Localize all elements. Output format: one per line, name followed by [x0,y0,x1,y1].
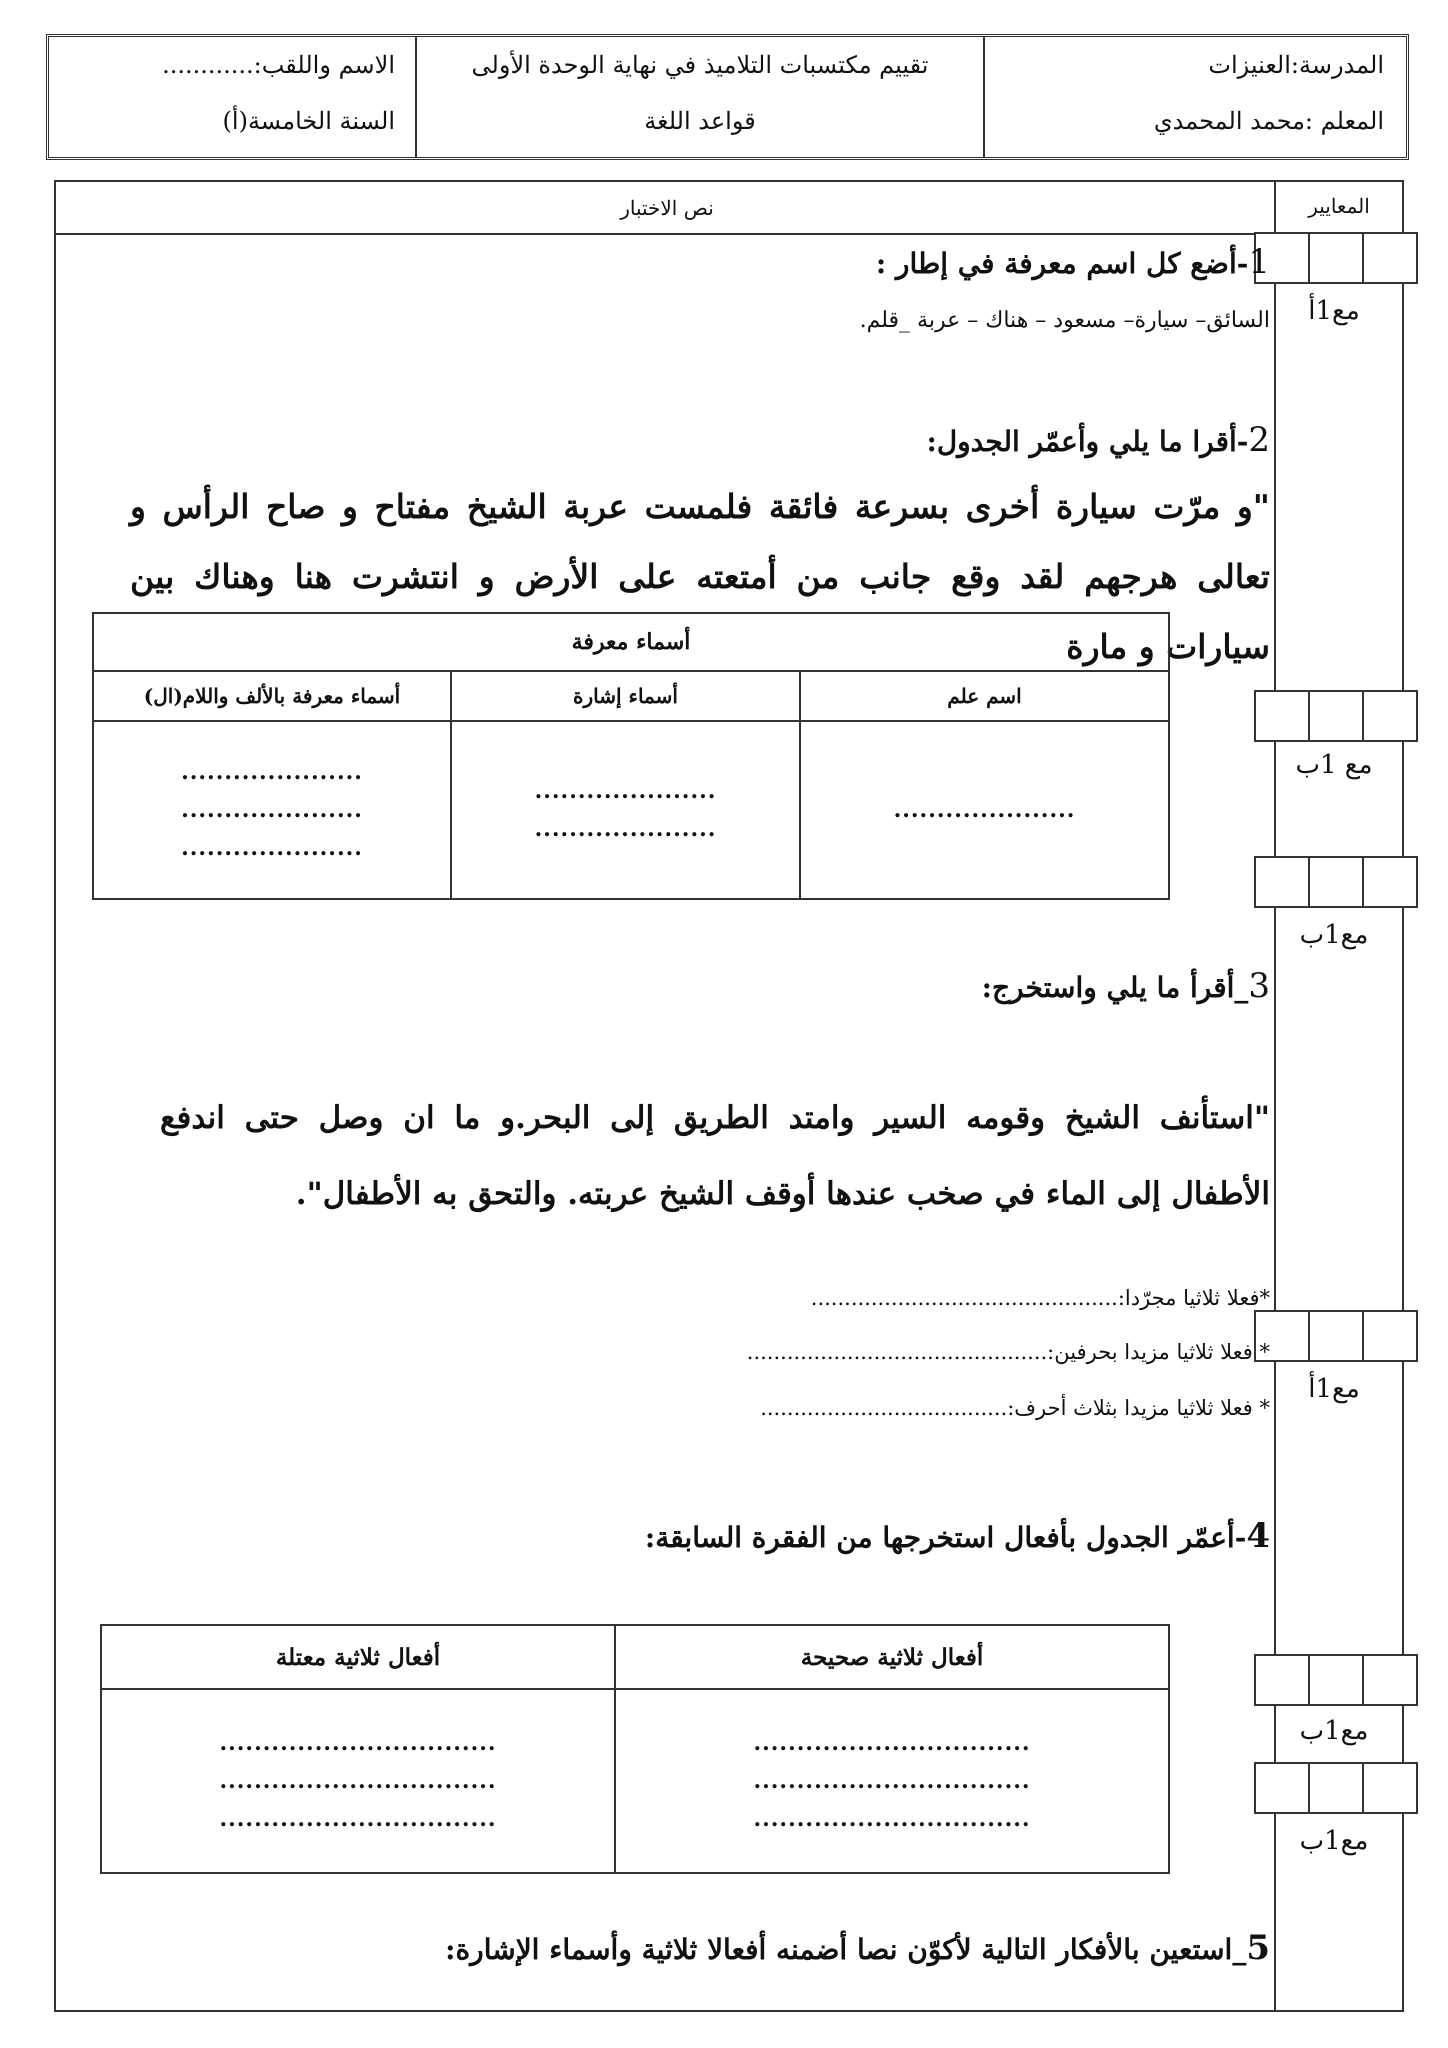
score-boxes[interactable] [1254,232,1418,284]
score-boxes[interactable] [1254,856,1418,908]
q4-answer-cell[interactable]: ................................ ................................ ................................ [615,1689,1169,1873]
q2-answer-cell[interactable]: ..................... ..................... [451,721,800,899]
question-3: 3_أقرأ ما يلي واستخرج: [981,966,1270,1006]
student-name-field: الاسم واللقب:............ [162,51,395,79]
question-1: 1-أضع كل اسم معرفة في إطار : [875,242,1270,282]
header-title-cell [415,37,983,157]
q3-item-1[interactable]: *فعلا ثلاثيا مجرّدا:.............................................. [810,1286,1270,1310]
q2-answer-cell[interactable]: ..................... ..................... ..................... [93,721,451,899]
q2-answer-cell[interactable]: ..................... [800,721,1169,899]
score-boxes[interactable] [1254,690,1418,742]
criteria-label: مع1أ [1308,1374,1360,1404]
q2-header-proper-noun: اسم علم [800,671,1169,721]
criteria-label: مع1أ [1308,296,1360,326]
criteria-label: مع1ب [1299,1826,1369,1856]
header-school-cell [983,37,1406,157]
criteria-title: المعايير [1308,194,1370,218]
q4-answer-cell[interactable]: ................................ ................................ ................................ [101,1689,615,1873]
criteria-label: مع1ب [1299,1716,1369,1746]
q3-item-2[interactable]: * فعلا ثلاثيا مزيدا بحرفين:............................................. [746,1340,1270,1364]
header-student-cell [49,37,415,157]
question-2: 2-أقرا ما يلي وأعمّر الجدول: [926,420,1270,460]
q2-header-definite-nouns: أسماء معرفة بالألف واللام(ال) [93,671,451,721]
score-boxes[interactable] [1254,1762,1418,1814]
criteria-label: مع1ب [1299,920,1369,950]
q2-header-demonstratives: أسماء إشارة [451,671,800,721]
header-box [46,34,1409,160]
question-5: 5_استعين بالأفكار التالية لأكوّن نصا أضمنه أفعالا ثلاثية وأسماء الإشارة: [445,1928,1270,1968]
q4-header-weak-verbs: أفعال ثلاثية معتلة [101,1625,615,1689]
score-boxes[interactable] [1254,1654,1418,1706]
class-level: السنة الخامسة(أ) [222,107,395,135]
q3-passage: "استأنف الشيخ وقومه السير وامتد الطريق إلى البحر.و ما ان وصل حتى اندفع الأطفال إلى الماء في صخب عندها أوقف الشيخ عربته. والتحق به الأطفال". [160,1100,1270,1212]
q1-word-list: السائق– سيارة– مسعود – هناك – عربة _قلم. [859,308,1270,333]
q4-header-regular-verbs: أفعال ثلاثية صحيحة [615,1625,1169,1689]
q4-table [100,1624,1170,1874]
q2-passage: "و مرّت سيارة أخرى بسرعة فائقة فلمست عربة الشيخ مفتاح و صاح الرأس و تعالى هرجهم لقد وقع جانب من أمتعته على الأرض و انتشرت هنا وهناك بين سيارات و مارة [130,487,1270,666]
question-4: 4-أعمّر الجدول بأفعال استخرجها من الفقرة السابقة: [644,1516,1270,1556]
q2-table [92,612,1170,900]
exam-title: تقييم مكتسبات التلاميذ في نهاية الوحدة الأولى [471,51,929,79]
subject: قواعد اللغة [644,107,756,135]
criteria-label: مع 1ب [1295,750,1373,780]
q3-item-3[interactable]: * فعلا ثلاثيا مزيدا بثلاث أحرف:..................................... [760,1396,1270,1420]
exam-text-title: نص الاختبار [620,196,714,220]
school-name: المدرسة:العنيزات [1208,51,1384,79]
score-boxes[interactable] [1254,1310,1418,1362]
q2-table-title: أسماء معرفة [93,613,1169,671]
teacher-name: المعلم :محمد المحمدي [1153,107,1384,135]
